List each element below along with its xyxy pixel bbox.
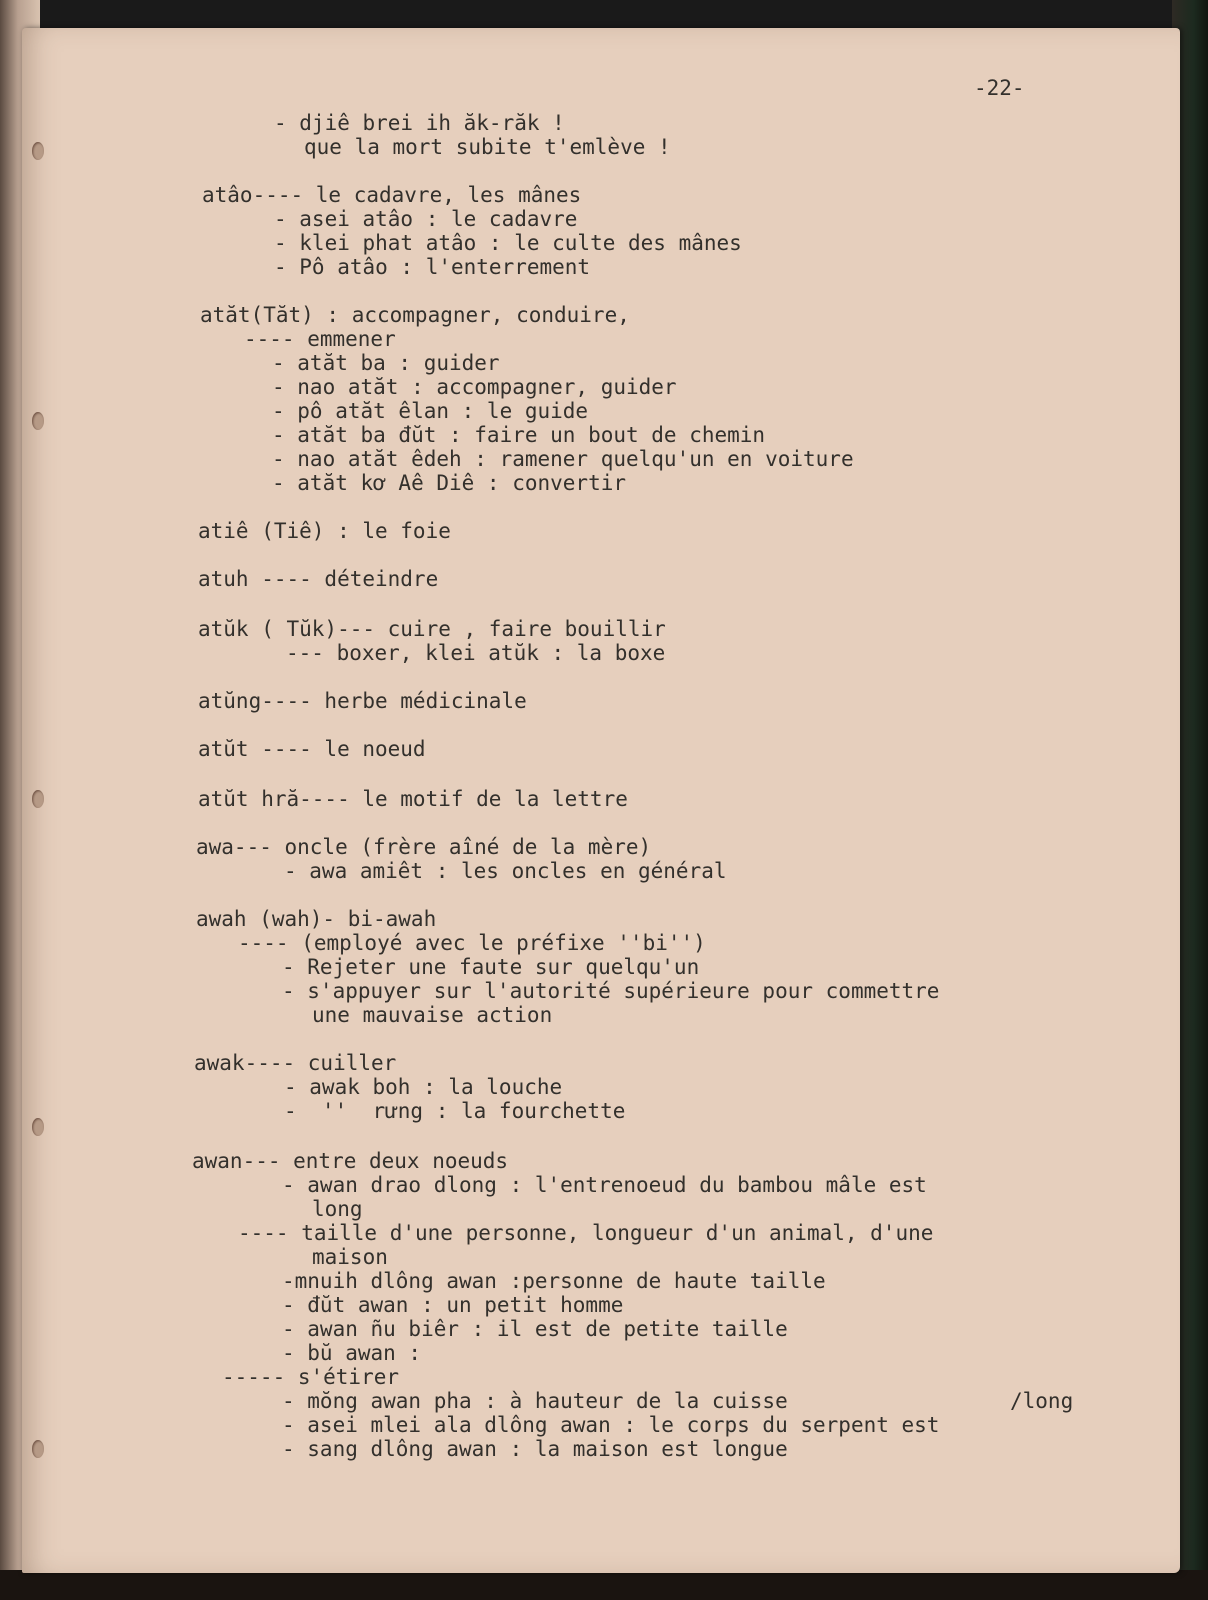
text-line: - atăt ba : guider	[272, 351, 500, 375]
text-line: maison	[312, 1245, 388, 1269]
binder-hole	[32, 1118, 44, 1136]
text-line: - atăt ba đŭt : faire un bout de chemin	[272, 423, 766, 447]
text-line: une mauvaise action	[312, 1003, 553, 1027]
text-line: - nao atăt : accompagner, guider	[272, 375, 677, 399]
text-line: - '' rưng : la fourchette	[284, 1099, 626, 1123]
typewritten-page	[22, 28, 1180, 1573]
page-number: -22-	[974, 76, 1025, 100]
text-line: - pô atăt êlan : le guide	[272, 399, 589, 423]
text-line: ---- taille d'une personne, longueur d'un animal, d'une	[238, 1221, 934, 1245]
binder-hole	[32, 412, 44, 430]
text-line: - djiê brei ih ăk-răk !	[274, 111, 565, 135]
entry-headword-line: atŭng---- herbe médicinale	[198, 689, 527, 713]
page-text	[22, 28, 1180, 1573]
text-line: - asei atâo : le cadavre	[274, 207, 578, 231]
text-line: - awak boh : la louche	[284, 1075, 563, 1099]
binder-hole	[32, 1440, 44, 1458]
entry-headword-line: awan--- entre deux noeuds	[192, 1149, 509, 1173]
text-line: - Pô atâo : l'enterrement	[274, 255, 591, 279]
entry-headword-line: atăt(Tăt) : accompagner, conduire,	[200, 303, 630, 327]
entry-headword-line: atŭk ( Tŭk)--- cuire , faire bouillir	[198, 617, 666, 641]
binder-hole	[32, 142, 44, 160]
text-line: -mnuih dlông awan :personne de haute taille	[282, 1269, 826, 1293]
entry-headword-line: atŭt ---- le noeud	[198, 737, 426, 761]
text-line: ----- s'étirer	[222, 1365, 400, 1389]
text-line: - đŭt awan : un petit homme	[282, 1293, 624, 1317]
entry-headword-line: awa--- oncle (frère aîné de la mère)	[196, 835, 652, 859]
entry-headword-line: awak---- cuiller	[194, 1051, 397, 1075]
text-line: --- boxer, klei atŭk : la boxe	[286, 641, 666, 665]
text-line: - awan drao dlong : l'entrenoeud du bambou mâle est	[282, 1173, 927, 1197]
entry-headword-line: atuh ---- déteindre	[198, 567, 439, 591]
text-line: - atăt kơ Aê Diê : convertir	[272, 471, 627, 495]
text-line: - mŏng awan pha : à hauteur de la cuisse	[282, 1389, 788, 1413]
text-line: - asei mlei ala dlông awan : le corps du serpent est	[282, 1413, 940, 1437]
entry-headword-line: atiê (Tiê) : le foie	[198, 519, 451, 543]
text-line: - klei phat atâo : le culte des mânes	[274, 231, 742, 255]
text-line: ---- (employé avec le préfixe ''bi'')	[238, 931, 706, 955]
margin-note: /long	[1010, 1389, 1074, 1413]
text-line: que la mort subite t'emlève !	[304, 135, 671, 159]
text-line: - s'appuyer sur l'autorité supérieure pour commettre	[282, 979, 940, 1003]
binder-hole	[32, 790, 44, 808]
text-line: - sang dlông awan : la maison est longue	[282, 1437, 788, 1461]
entry-headword-line: atŭt hră---- le motif de la lettre	[198, 787, 628, 811]
text-line: - awa amiêt : les oncles en général	[284, 859, 727, 883]
text-line: long	[312, 1197, 363, 1221]
entry-headword-line: awah (wah)- bi-awah	[196, 907, 437, 931]
bottom-shadow	[0, 1570, 1208, 1600]
entry-headword-line: atâo---- le cadavre, les mânes	[202, 183, 582, 207]
text-line: - awan ñu biêr : il est de petite taille	[282, 1317, 788, 1341]
text-line: - bŭ awan :	[282, 1341, 422, 1365]
text-line: ---- emmener	[244, 327, 396, 351]
text-line: - nao atăt êdeh : ramener quelqu'un en voiture	[272, 447, 854, 471]
text-line: - Rejeter une faute sur quelqu'un	[282, 955, 700, 979]
